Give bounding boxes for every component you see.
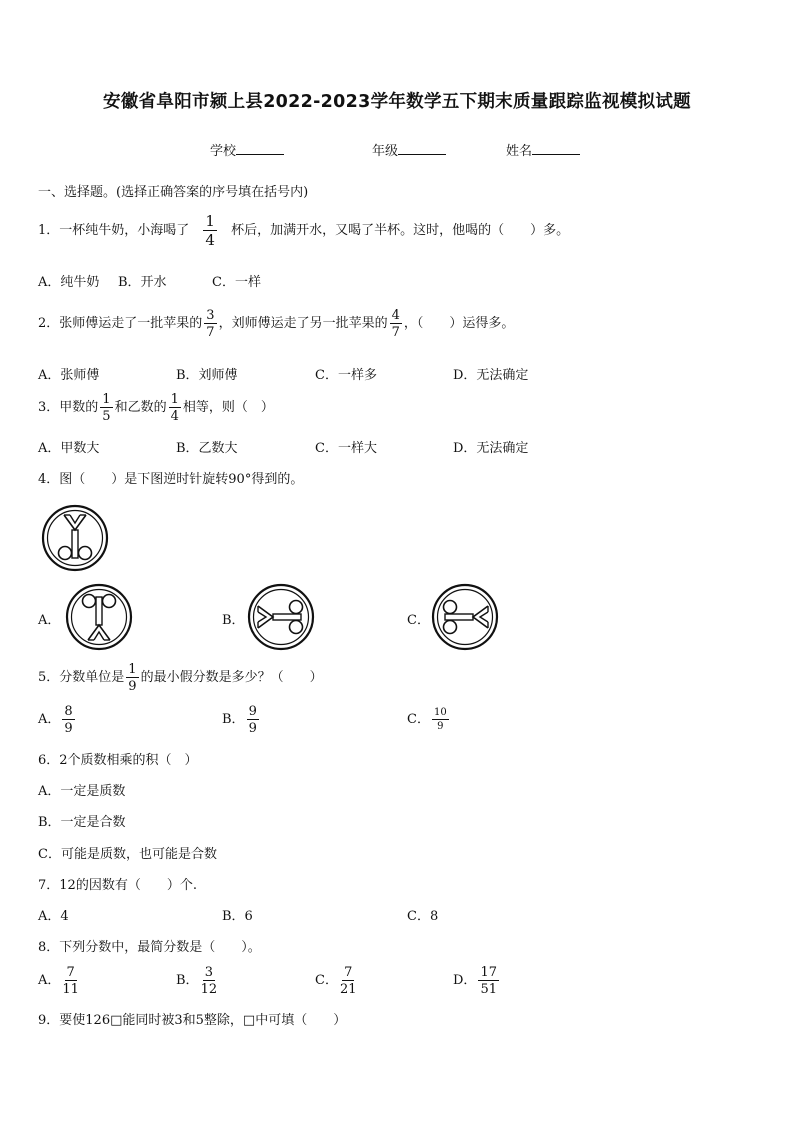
q8-option-a[interactable] — [38, 962, 81, 1000]
question-3 — [38, 389, 274, 427]
q8-option-c-label: C． — [315, 973, 338, 988]
q2-frac1-denominator: 7 — [206, 324, 215, 340]
q5-text-post: 的最小假分数是多少？（ ） — [140, 670, 323, 685]
question-6: 6．2个质数相乘的积（ ） — [38, 753, 198, 768]
question-2 — [38, 305, 514, 343]
q8-option-d-fraction — [478, 966, 499, 996]
q2-text-pre: 2．张师傅运走了一批苹果的 — [38, 316, 203, 331]
q1-option-b[interactable]: B．开水 — [118, 275, 167, 290]
q5-option-b-label: B． — [222, 712, 245, 727]
q2-text-mid: ，刘师傅运走了另一批苹果的 — [218, 316, 388, 331]
q3-fraction-2 — [169, 393, 181, 423]
q8-option-d-label: D． — [453, 973, 477, 988]
q2-text-post: ，（ ）运得多。 — [403, 316, 515, 331]
q8-c-denominator: 21 — [339, 981, 357, 997]
q1-text-post: 杯后，加满开水，又喝了半杯。这时，他喝的（ ）多。 — [231, 223, 570, 238]
school-blank[interactable] — [236, 142, 284, 155]
q2-fraction-2 — [390, 309, 402, 339]
q4-option-c-figure[interactable] — [430, 582, 500, 652]
q7-option-a[interactable]: A．4 — [38, 909, 69, 924]
q2-frac2-numerator: 4 — [391, 307, 400, 323]
q6-option-b[interactable]: B．一定是合数 — [38, 815, 126, 830]
q8-a-numerator: 7 — [66, 964, 75, 980]
q4-original-figure — [40, 503, 110, 573]
q3-fraction-1 — [100, 393, 112, 423]
q5-a-numerator: 8 — [64, 703, 73, 719]
q3-option-c[interactable]: C．一样大 — [315, 441, 377, 456]
name-label: 姓名 — [506, 144, 533, 159]
q2-option-c[interactable]: C．一样多 — [315, 368, 377, 383]
q5-option-a[interactable] — [38, 701, 77, 739]
question-9: 9．要使126□能同时被3和5整除，□中可填（ ） — [38, 1013, 347, 1028]
q8-option-b-fraction — [201, 966, 218, 996]
q1-option-c[interactable]: C．一样 — [212, 275, 261, 290]
q5-text-pre: 5．分数单位是 — [38, 670, 125, 685]
q1-frac-denominator: 4 — [205, 230, 215, 249]
q8-option-b[interactable] — [176, 962, 219, 1000]
q3-frac2-denominator: 4 — [170, 408, 179, 424]
q6-option-c[interactable]: C．可能是质数，也可能是合数 — [38, 847, 217, 862]
q8-option-c-fraction — [340, 966, 357, 996]
q8-d-denominator: 51 — [480, 981, 497, 997]
q3-frac1-denominator: 5 — [102, 408, 111, 424]
q1-fraction — [203, 211, 217, 249]
q8-option-c[interactable] — [315, 962, 359, 1000]
q5-option-c-fraction — [432, 708, 449, 732]
q2-option-a[interactable]: A．张师傅 — [38, 368, 100, 383]
q2-option-d[interactable]: D．无法确定 — [453, 368, 529, 383]
q4-option-a[interactable]: A． — [38, 613, 61, 628]
q3-option-d[interactable]: D．无法确定 — [453, 441, 529, 456]
q7-option-b[interactable]: B．6 — [222, 909, 253, 924]
q5-b-numerator: 9 — [248, 703, 257, 719]
q5-option-a-label: A． — [38, 712, 61, 727]
q8-option-a-fraction — [62, 966, 79, 996]
grade-field[interactable] — [372, 140, 446, 159]
q8-option-b-label: B． — [176, 973, 199, 988]
q4-option-b[interactable]: B． — [222, 613, 245, 628]
q5-c-numerator: 10 — [433, 706, 447, 718]
q5-option-c[interactable] — [407, 701, 451, 739]
q1-option-a[interactable]: A．纯牛奶 — [38, 275, 100, 290]
school-label: 学校 — [210, 144, 237, 159]
q8-c-numerator: 7 — [344, 964, 353, 980]
q5-b-denominator: 9 — [248, 720, 257, 736]
q3-text-mid: 和乙数的 — [114, 400, 167, 415]
q5-option-a-fraction — [62, 705, 74, 735]
q8-option-d[interactable] — [453, 962, 501, 1000]
school-field[interactable] — [210, 140, 284, 159]
q4-option-a-figure[interactable] — [64, 582, 134, 652]
q2-fraction-1 — [204, 309, 216, 339]
q5-frac-numerator: 1 — [128, 661, 137, 677]
q2-option-b[interactable]: B．刘师傅 — [176, 368, 238, 383]
q5-a-denominator: 9 — [64, 720, 73, 736]
q5-option-c-label: C． — [407, 712, 430, 727]
q5-frac-denominator: 9 — [128, 678, 137, 694]
q4-option-b-figure[interactable] — [246, 582, 316, 652]
q5-c-denominator: 9 — [437, 720, 444, 732]
q3-text-post: 相等，则（ ） — [182, 400, 274, 415]
section-heading: 一、选择题。(选择正确答案的序号填在括号内) — [38, 185, 309, 200]
q2-frac2-denominator: 7 — [391, 324, 400, 340]
q7-option-c[interactable]: C．8 — [407, 909, 439, 924]
q5-option-b-fraction — [247, 705, 259, 735]
q8-b-numerator: 3 — [204, 964, 213, 980]
q1-text-pre: 1．一杯纯牛奶，小海喝了 — [38, 223, 190, 238]
q8-a-denominator: 11 — [62, 981, 79, 997]
q8-b-denominator: 12 — [200, 981, 218, 997]
question-1 — [38, 212, 569, 250]
question-5 — [38, 659, 323, 697]
name-field[interactable] — [506, 140, 580, 159]
grade-label: 年级 — [372, 144, 399, 159]
q1-frac-numerator: 1 — [205, 211, 215, 230]
q3-frac1-numerator: 1 — [102, 391, 111, 407]
q3-option-a[interactable]: A．甲数大 — [38, 441, 100, 456]
q5-option-b[interactable] — [222, 701, 261, 739]
question-7: 7．12的因数有（ ）个. — [38, 878, 197, 893]
q5-fraction — [126, 663, 138, 693]
question-8: 8．下列分数中，最简分数是（ ）。 — [38, 940, 261, 955]
q6-option-a[interactable]: A．一定是质数 — [38, 784, 126, 799]
grade-blank[interactable] — [398, 142, 446, 155]
page-title: 安徽省阜阳市颍上县2022-2023学年数学五下期末质量跟踪监视模拟试题 — [103, 92, 691, 112]
q3-frac2-numerator: 1 — [170, 391, 179, 407]
name-blank[interactable] — [532, 142, 580, 155]
q8-option-a-label: A． — [38, 973, 61, 988]
q8-d-numerator: 17 — [480, 964, 497, 980]
q3-option-b[interactable]: B．乙数大 — [176, 441, 238, 456]
q4-option-c[interactable]: C． — [407, 613, 430, 628]
q2-frac1-numerator: 3 — [206, 307, 215, 323]
q3-text-pre: 3．甲数的 — [38, 400, 99, 415]
question-4: 4．图（ ）是下图逆时针旋转90°得到的。 — [38, 472, 304, 487]
